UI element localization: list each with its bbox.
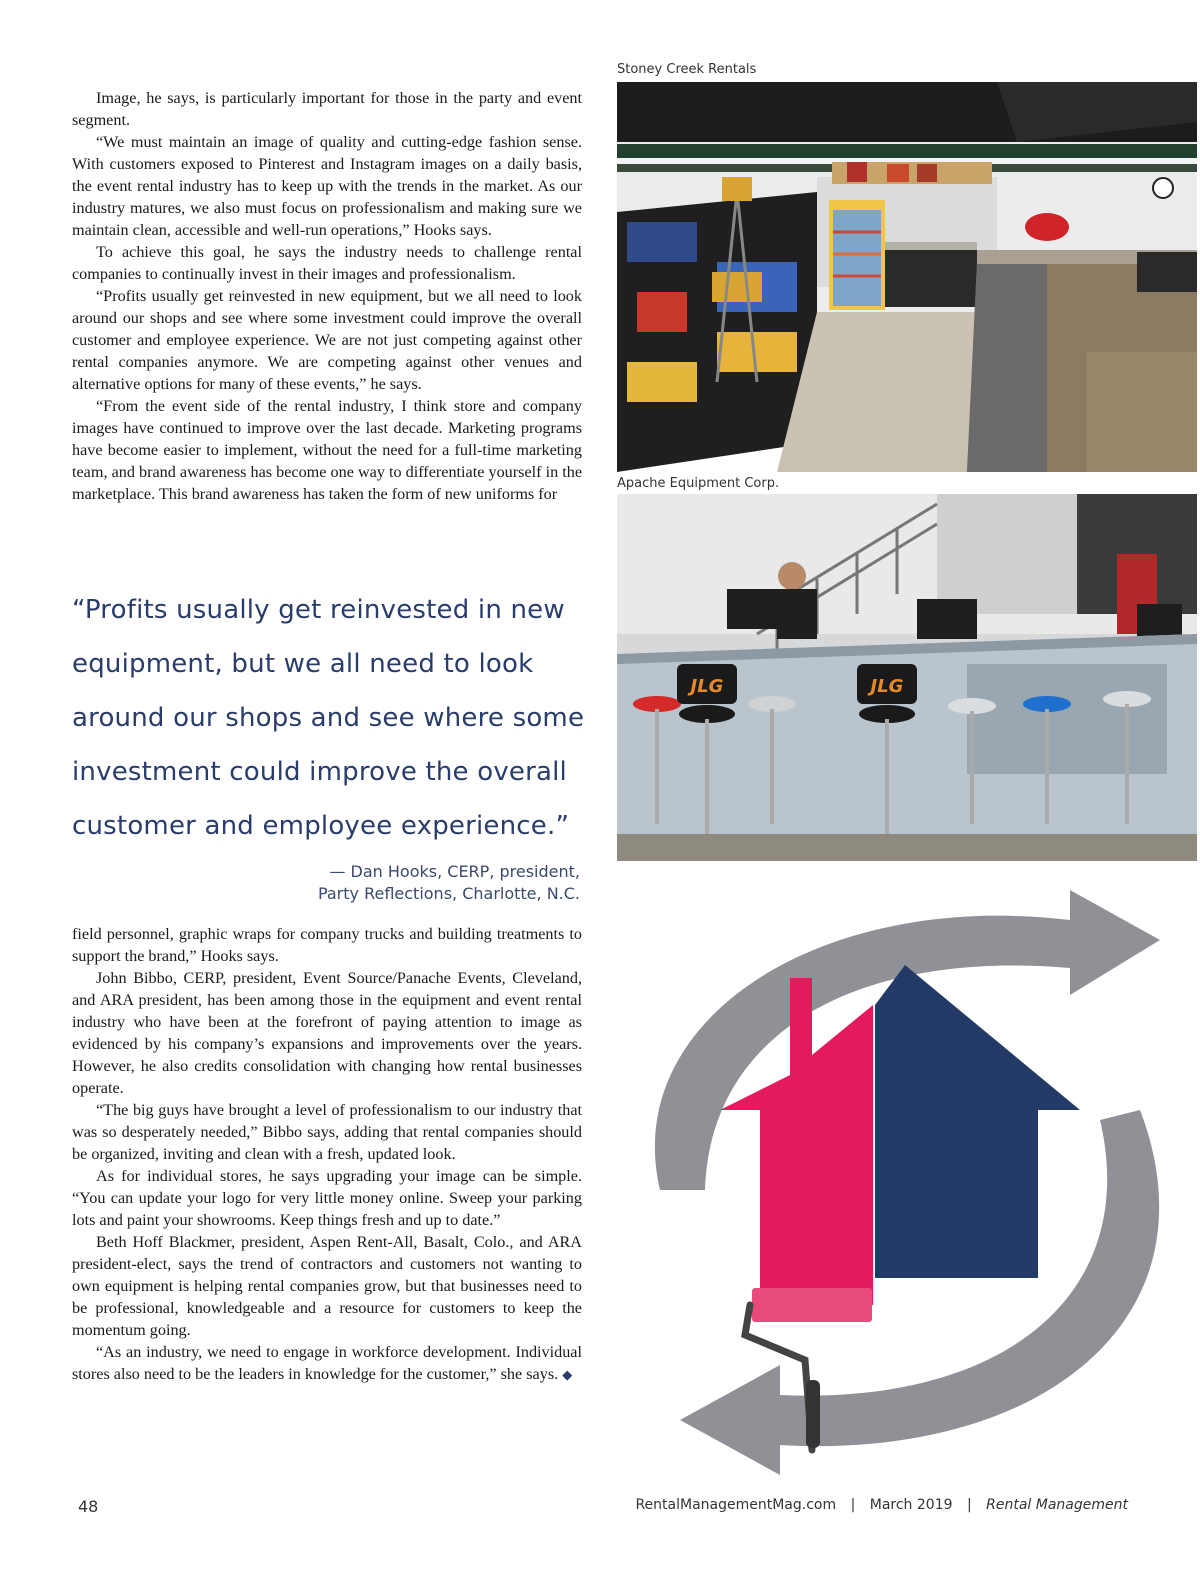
service-counter-photo [617,494,1197,861]
house-icon [875,965,1080,1278]
store-interior-photo [617,82,1197,472]
end-mark-icon: ◆ [562,1367,573,1382]
paragraph: field personnel, graphic wraps for company trucks and building treatments to support the brand,” Hooks says. [72,925,582,965]
jlg-logo: JLG [870,676,904,697]
jlg-logo: JLG [690,676,724,697]
footer-separator: | [850,1497,856,1513]
paint-roller-icon [752,1288,872,1322]
paragraph: “From the event side of the rental industry, I think store and company images have continued to improve over the last decade. Marketing programs have become easier to implement, without the need for a full-time marketing team, and brand awareness has become one way to differentiate yourself in the marketplace. This brand awareness has taken the form of new uniforms for [72,397,582,503]
page-number: 48 [78,1497,99,1516]
photo-caption: Apache Equipment Corp. [617,476,780,491]
paragraph: “We must maintain an image of quality and cutting-edge fashion sense. With customers exposed to Pinterest and Instagram images on a daily basis, the event rental industry has to keep up with the trends in the market. As our industry matures, we also must focus on professionalism and making sure we maintain clean, accessible and well-run operations,” Hooks says. [72,133,582,239]
footer-site: RentalManagementMag.com [635,1497,837,1513]
footer-credit [635,1497,1128,1513]
service-counter-illustration [617,494,1197,861]
house-cycle-graphic [600,860,1200,1480]
pull-quote: “Profits usually get reinvested in new equipment, but we all need to look around our shops and see where some investment could improve the overall customer and employee experience.” [72,595,585,841]
paragraph: “The big guys have brought a level of professionalism to our industry that was so desperately needed,” Bibbo says, adding that rental companies should be organized, inviting and clean with a fresh, updated look. [72,1101,582,1163]
photo-caption: Stoney Creek Rentals [617,62,757,77]
footer-magazine: Rental Management [986,1497,1128,1513]
footer-date: March 2019 [869,1497,953,1513]
house-renovation-icon [600,860,1200,1480]
attribution-line: Party Reflections, Charlotte, N.C. [317,884,580,903]
paragraph: Beth Hoff Blackmer, president, Aspen Rent-All, Basalt, Colo., and ARA president-elect, says the trend of contractors and customers not wanting to own equipment is helping rental companies grow, but that businesses need to be professional, knowledgeable and a resource for customers to keep the momentum going. [72,1233,582,1339]
paragraph [72,1341,582,1386]
footer-separator: | [966,1497,972,1513]
paragraph: To achieve this goal, he says the industry needs to challenge rental companies to continually invest in their images and professionalism. [72,243,582,283]
article-body-top [72,87,582,505]
pull-quote-attribution [230,861,580,905]
paragraph: Image, he says, is particularly important for those in the party and event segment. [72,89,582,129]
paragraph: As for individual stores, he says upgrading your image can be simple. “You can update your logo for very little money online. Sweep your parking lots and paint your showrooms. Keep things fresh and up to date.” [72,1167,582,1229]
paragraph-text: “As an industry, we need to engage in workforce development. Individual stores also need to be the leaders in knowledge for the customer,” she says. [72,1343,582,1383]
store-interior-illustration [617,82,1197,472]
attribution-line: — Dan Hooks, CERP, president, [329,862,580,881]
article-body-bottom [72,923,582,1386]
paragraph: John Bibbo, CERP, president, Event Source/Panache Events, Cleveland, and ARA president, has been among those in the equipment and event rental industry who have been at the forefront of paying attention to image as evidenced by his company’s expansions and improvements over the years. However, he also credits consolidation with changing how rental businesses operate. [72,969,582,1097]
paragraph: “Profits usually get reinvested in new equipment, but we all need to look around our shops and see where some investment could improve the overall customer and employee experience. We are not just competing against other rental companies anymore. We are competing against other venues and alternative options for many of these events,” he says. [72,287,582,393]
